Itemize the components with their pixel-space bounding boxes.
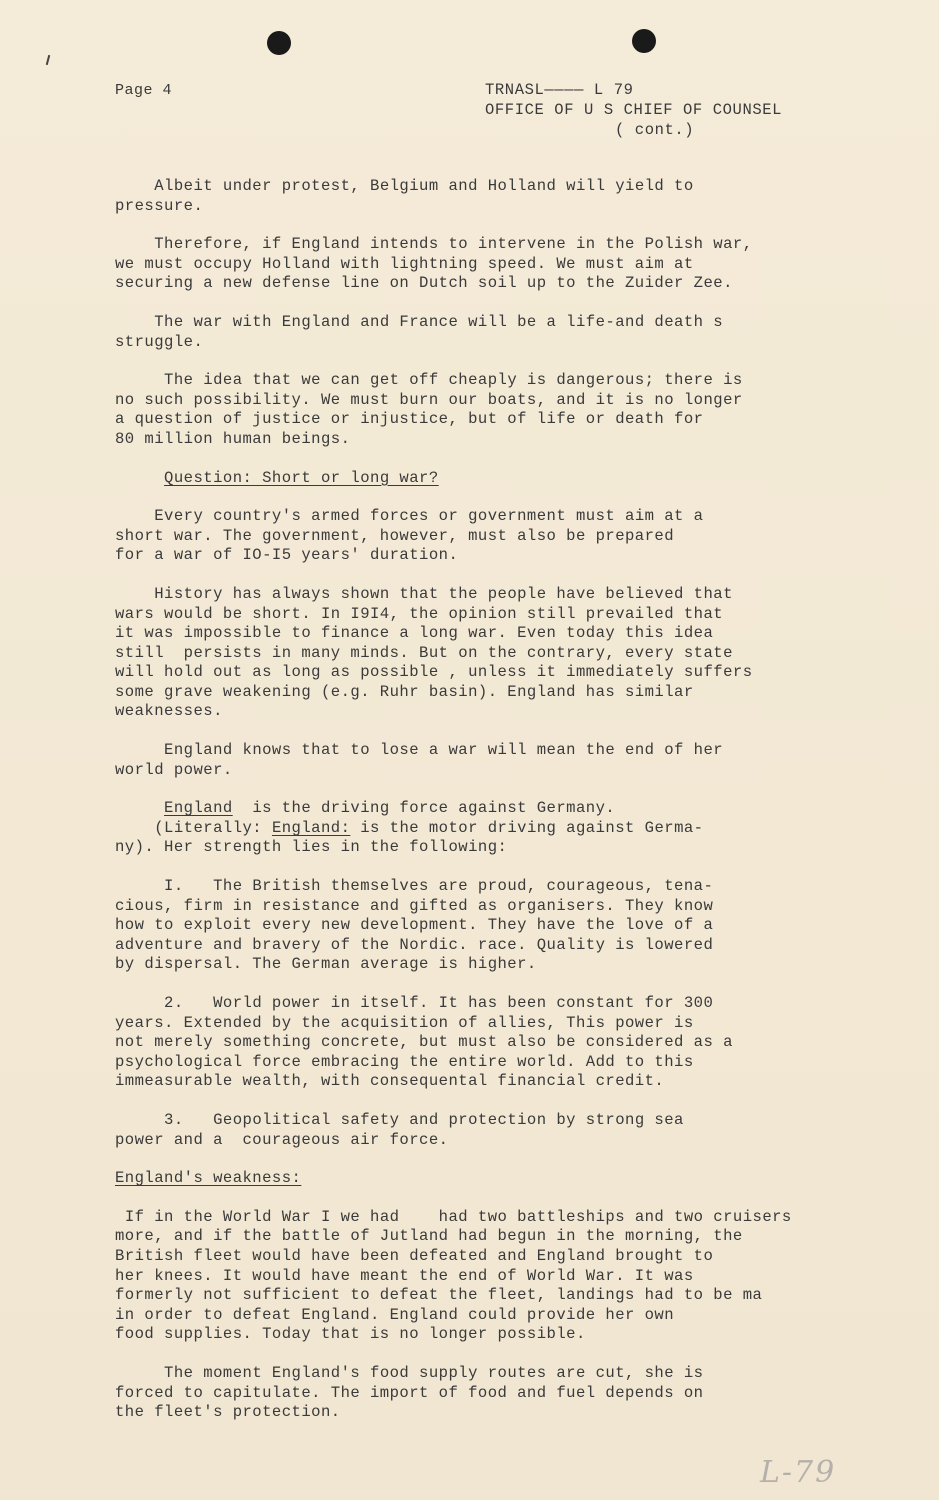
paragraph-indent [115,313,154,331]
punch-hole-left [267,31,291,55]
england-underlined: England [164,799,233,818]
paragraph-indent [115,741,164,759]
paragraph [115,371,875,449]
paragraph [115,235,875,294]
paragraph-text: The idea that we can get off cheaply is dangerous; there is no such possibility. We must burn our boats, and it is no longer a question of justice or injustice, but of life or death for 80 million human beings. [115,371,743,448]
paragraph-text: 2. World power in itself. It has been constant for 300 years. Extended by the acquisition of allies, This power is not merely something concrete, but must also be considered as a psychological force embracing the entire world. Add to this immeasurable wealth, with consequental financial credit. [115,994,733,1091]
handwritten-note: L-79 [760,1455,837,1490]
paragraph-text: Every country's armed forces or government must aim at a short war. The government, however, must also be prepared for a war of IO-I5 years' duration. [115,507,704,565]
pen-mark [46,55,51,65]
heading-short-or-long-war [115,469,875,489]
paragraph-indent [115,994,164,1012]
heading-text: Question: Short or long war? [164,468,439,487]
header-line-1: TRNASL———— L 79 [485,81,634,99]
driving-force-rest: is the driving force against Germany. [232,799,616,818]
paragraph-group-4 [115,1208,875,1423]
paragraph-text: I. The British themselves are proud, courageous, tena- cious, firm in resistance and gifted as organisers. They know how to exploit every new development. They have the love of a adventure and bravery of the Nordic. race. Quality is lowered by dispersal. The German average is higher. [115,877,714,974]
literally-prefix: (Literally: [115,818,272,837]
literally-rest: is the motor driving against Germa- [350,818,704,837]
paragraph [115,507,875,566]
paragraph [115,1208,875,1345]
paragraph-text: The war with England and France will be a life-and death s struggle. [115,312,724,351]
paragraph [115,313,875,352]
document-header [485,80,782,140]
header-line-3: ( cont.) [615,121,695,139]
paragraph-text: England knows that to lose a war will mean the end of her world power. [115,741,724,779]
paragraph-text: History has always shown that the people have believed that wars would be short. In I9I4, the opinion still prevailed that it was impossible to finance a long war. Even today this idea still persists in many minds. But on the contrary, every state will hold out as long as possible , unless it immediately suffers some grave weakening (e.g. Ruhr basin). England has similar weaknesses. [115,584,753,721]
paragraph-indent [115,1364,164,1382]
strength-lies-line: ny). Her strength lies in the following: [115,838,508,857]
header-line-2: OFFICE OF U S CHIEF OF COUNSEL [485,101,783,119]
paragraph [115,1111,875,1150]
paragraph-indent [115,877,164,895]
heading-englands-weakness [115,1169,875,1189]
paragraph [115,177,875,216]
paragraph [115,994,875,1092]
heading-text: England's weakness: [115,1169,302,1188]
paragraph-indent [115,371,164,389]
page-number: Page 4 [115,82,173,99]
paragraph-indent [115,585,154,603]
paragraph [115,1364,875,1423]
paragraph [115,741,875,780]
paragraph-indent [115,507,154,525]
paragraph-group-1 [115,177,875,450]
paragraph-group-3 [115,877,875,1150]
document-body [115,177,875,1442]
paragraph-text: Therefore, if England intends to intervene in the Polish war, we must occupy Holland with lightning speed. We must aim at securing a new defense line on Dutch soil up to the Zuider Zee. [115,235,753,293]
paragraph-text: Albeit under protest, Belgium and Holland will yield to pressure. [115,177,694,215]
paragraph-text: If in the World War I we had had two battleships and two cruisers more, and if the battle of Jutland had begun in the morning, the British fleet would have been defeated and England brought to her knees. It would have meant the end of World War. It was formerly not sufficient to defeat the fleet, landings had to be ma in order to defeat England. England could provide her own food supplies. Today that is no longer possible. [115,1207,792,1344]
paragraph-indent [115,1111,164,1129]
paragraph-text: 3. Geopolitical safety and protection by strong sea power and a courageous air force. [115,1110,684,1149]
england-colon-underlined: England: [271,818,351,837]
paragraph [115,585,875,722]
paragraph-indent [115,235,154,253]
paragraph-indent [115,177,154,195]
paragraph-driving-force [115,799,875,858]
paragraph-indent [115,1208,125,1226]
paragraph [115,877,875,975]
paragraph-group-2 [115,507,875,780]
punch-hole-right [632,29,656,53]
paragraph-text: The moment England's food supply routes are cut, she is forced to capitulate. The import of food and fuel depends on the fleet's protection. [115,1363,704,1422]
